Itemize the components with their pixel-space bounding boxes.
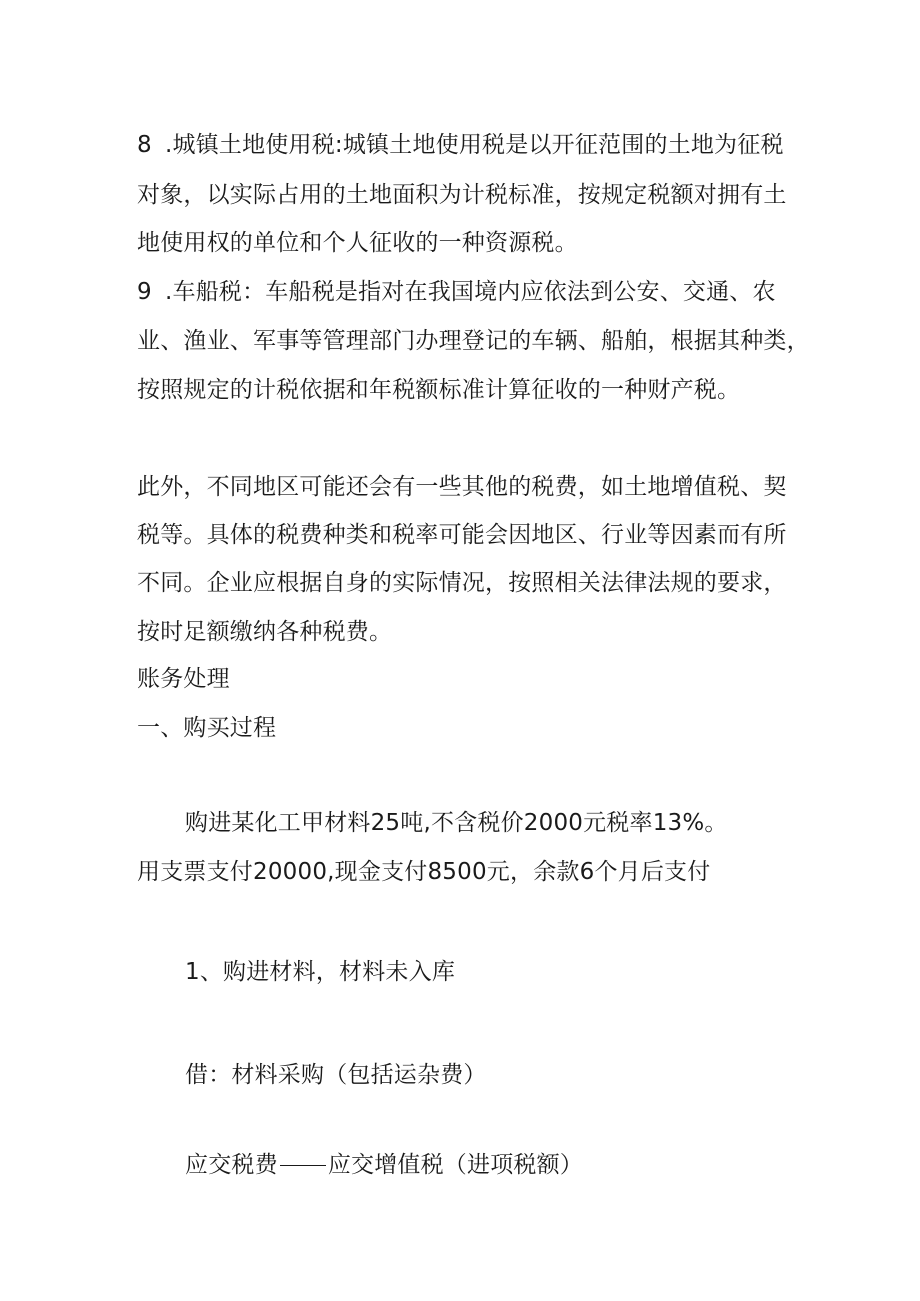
item-9-line-1: 9 .车船税：车船税是指对在我国境内应依法到公安、交通、农 xyxy=(137,279,776,305)
other-taxes-line-1: 此外，不同地区可能还会有一些其他的税费，如土地增值税、契 xyxy=(137,474,787,500)
other-taxes-line-3: 不同。企业应根据自身的实际情况，按照相关法律法规的要求， xyxy=(137,570,787,596)
tax-account: 应交税费 xyxy=(185,1152,278,1178)
item-9-line-2: 业、渔业、军事等管理部门办理登记的车辆、船舶，根据其种类， xyxy=(137,328,810,354)
item-8-line-2: 对象，以实际占用的土地面积为计税标准，按规定税额对拥有土 xyxy=(137,182,787,208)
item-8-line-3: 地使用权的单位和个人征收的一种资源税。 xyxy=(137,230,578,256)
em-dash xyxy=(280,1165,326,1166)
example-line-1: 购进某化工甲材料25吨,不含税价2000元税率13%。 xyxy=(185,810,728,836)
tax-subaccount: 应交增值税（进项税额） xyxy=(327,1152,584,1178)
debit-entry: 借：材料采购（包括运杂费） xyxy=(185,1062,487,1088)
example-line-2: 用支票支付20000,现金支付8500元，余款6个月后支付 xyxy=(137,859,711,885)
item-8-line-1: 8 .城镇土地使用税:城镇土地使用税是以开征范围的土地为征税 xyxy=(137,132,784,158)
section-title-purchase: 一、购买过程 xyxy=(137,715,277,741)
item-number: 8 xyxy=(137,132,152,158)
item-number: 9 xyxy=(137,279,152,305)
tax-entry xyxy=(185,1150,583,1180)
step-1: 1、购进材料，材料未入库 xyxy=(185,959,456,985)
item-9-line-3: 按照规定的计税依据和年税额标准计算征收的一种财产税。 xyxy=(137,377,741,403)
other-taxes-line-2: 税等。具体的税费种类和税率可能会因地区、行业等因素而有所 xyxy=(137,522,787,548)
other-taxes-line-4: 按时足额缴纳各种税费。 xyxy=(137,619,393,645)
heading-accounting: 账务处理 xyxy=(137,666,230,692)
